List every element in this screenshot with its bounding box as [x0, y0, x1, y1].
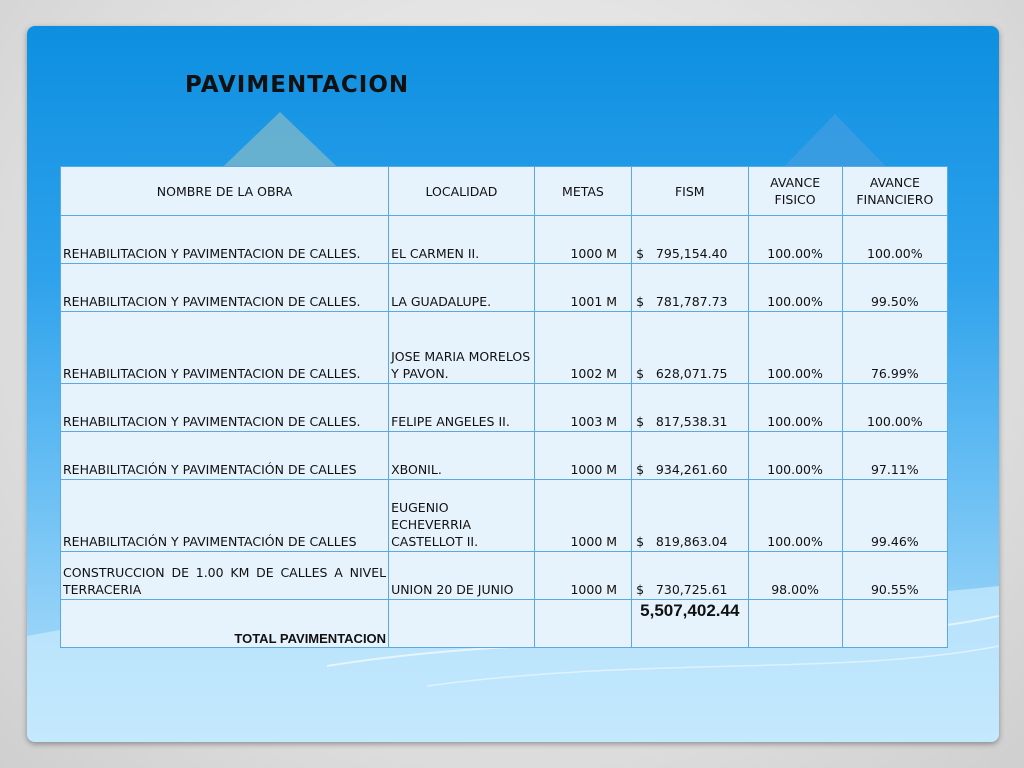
cell-localidad: EL CARMEN II. — [389, 216, 535, 264]
cell-metas: 1000 M — [534, 480, 631, 552]
table-row — [61, 432, 948, 480]
header-avance-fisico-line1: AVANCE — [770, 175, 821, 190]
cell-localidad: FELIPE ANGELES II. — [389, 384, 535, 432]
pavimentacion-table — [60, 166, 948, 648]
cell-localidad: JOSE MARIA MORELOS Y PAVON. — [389, 312, 535, 384]
total-empty-cell — [842, 600, 947, 648]
fism-value: 795,154.40 — [655, 246, 728, 261]
cell-avance-fisico: 100.00% — [748, 384, 842, 432]
table-row — [61, 480, 948, 552]
currency-symbol: $ — [636, 462, 645, 477]
currency-symbol: $ — [636, 534, 645, 549]
cell-avance-fisico: 100.00% — [748, 312, 842, 384]
cell-avance-financiero: 76.99% — [842, 312, 947, 384]
cell-obra: REHABILITACIÓN Y PAVIMENTACIÓN DE CALLES — [61, 432, 389, 480]
cell-fism — [632, 384, 748, 432]
total-label: TOTAL PAVIMENTACION — [61, 600, 389, 648]
currency-symbol: $ — [636, 414, 645, 429]
table-row — [61, 384, 948, 432]
cell-obra: REHABILITACIÓN Y PAVIMENTACIÓN DE CALLES — [61, 480, 389, 552]
header-avance-financiero — [842, 167, 947, 216]
header-obra: NOMBRE DE LA OBRA — [61, 167, 389, 216]
cell-obra: REHABILITACION Y PAVIMENTACION DE CALLES. — [61, 264, 389, 312]
table-row — [61, 312, 948, 384]
cell-fism — [632, 216, 748, 264]
total-empty-cell — [389, 600, 535, 648]
cell-metas: 1003 M — [534, 384, 631, 432]
total-empty-cell — [748, 600, 842, 648]
cell-avance-fisico: 100.00% — [748, 264, 842, 312]
cell-localidad: EUGENIO ECHEVERRIA CASTELLOT II. — [389, 480, 535, 552]
cell-avance-financiero: 99.50% — [842, 264, 947, 312]
cell-avance-financiero: 97.11% — [842, 432, 947, 480]
total-empty-cell — [534, 600, 631, 648]
cell-avance-fisico: 100.00% — [748, 480, 842, 552]
currency-symbol: $ — [636, 582, 645, 597]
fism-value: 934,261.60 — [655, 462, 728, 477]
currency-symbol: $ — [636, 366, 645, 381]
table-row — [61, 264, 948, 312]
fism-value: 781,787.73 — [655, 294, 728, 309]
cell-fism — [632, 432, 748, 480]
cell-avance-financiero: 100.00% — [842, 216, 947, 264]
cell-localidad: XBONIL. — [389, 432, 535, 480]
header-avance-fisico — [748, 167, 842, 216]
cell-fism — [632, 264, 748, 312]
cell-obra: CONSTRUCCION DE 1.00 KM DE CALLES A NIVEL TERRACERIA — [61, 552, 389, 600]
currency-symbol: $ — [636, 294, 645, 309]
cell-obra: REHABILITACION Y PAVIMENTACION DE CALLES. — [61, 384, 389, 432]
cell-avance-financiero: 99.46% — [842, 480, 947, 552]
table-row — [61, 216, 948, 264]
header-avance-fisico-line2: FISICO — [774, 192, 816, 207]
cell-avance-fisico: 100.00% — [748, 432, 842, 480]
header-avance-financiero-line1: AVANCE — [869, 175, 920, 190]
cell-metas: 1001 M — [534, 264, 631, 312]
cell-metas: 1000 M — [534, 552, 631, 600]
cell-localidad: LA GUADALUPE. — [389, 264, 535, 312]
fism-value: 730,725.61 — [655, 582, 728, 597]
total-row — [61, 600, 948, 648]
table-row — [61, 552, 948, 600]
header-metas: METAS — [534, 167, 631, 216]
cell-metas: 1000 M — [534, 216, 631, 264]
header-localidad: LOCALIDAD — [389, 167, 535, 216]
cell-fism — [632, 552, 748, 600]
table-header-row — [61, 167, 948, 216]
total-value: 5,507,402.44 — [632, 600, 748, 648]
cell-obra: REHABILITACION Y PAVIMENTACION DE CALLES. — [61, 312, 389, 384]
cell-fism — [632, 480, 748, 552]
cell-avance-financiero: 100.00% — [842, 384, 947, 432]
cell-fism — [632, 312, 748, 384]
cell-avance-fisico: 100.00% — [748, 216, 842, 264]
fism-value: 819,863.04 — [655, 534, 728, 549]
cell-localidad: UNION 20 DE JUNIO — [389, 552, 535, 600]
page-title: PAVIMENTACION — [185, 72, 410, 98]
cell-obra: REHABILITACION Y PAVIMENTACION DE CALLES. — [61, 216, 389, 264]
cell-metas: 1000 M — [534, 432, 631, 480]
fism-value: 628,071.75 — [655, 366, 728, 381]
header-avance-financiero-line2: FINANCIERO — [856, 192, 934, 207]
header-fism: FISM — [632, 167, 748, 216]
cell-avance-fisico: 98.00% — [748, 552, 842, 600]
currency-symbol: $ — [636, 246, 645, 261]
cell-metas: 1002 M — [534, 312, 631, 384]
cell-avance-financiero: 90.55% — [842, 552, 947, 600]
fism-value: 817,538.31 — [655, 414, 728, 429]
